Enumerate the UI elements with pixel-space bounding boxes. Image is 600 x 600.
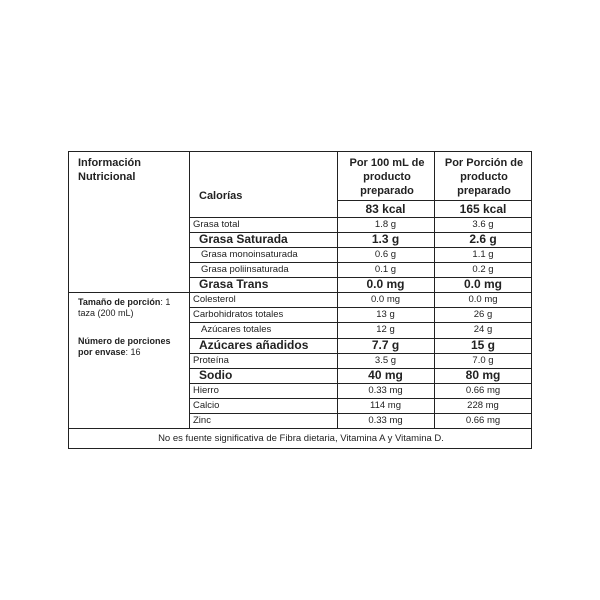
nutrient-value-per-serving: 26 g [473,309,493,321]
serving-size-label: Tamaño de porción [78,297,161,307]
nutrient-label: Colesterol [193,294,236,306]
title-cell [69,152,190,293]
nutrient-value-per-100ml: 0.1 g [374,264,397,276]
left-info-column [69,152,190,428]
row-divider [189,292,532,293]
nutrient-value-per-100ml: 1.8 g [374,219,397,230]
nutrient-value-per-100ml: 0.0 mg [366,277,405,292]
calories-per-serving: 165 kcal [459,202,507,216]
nutrient-value-per-serving: 0.2 g [472,264,494,276]
nutrient-value-per-serving: 0.0 mg [468,294,498,306]
nutrient-value-per-100ml: 12 g [376,324,395,336]
row-divider [189,247,532,248]
servings-per-container: Número de porciones por envase: 16 [78,336,171,357]
nutrient-label: Zinc [193,414,211,426]
row-divider [189,322,532,323]
nutrient-value-per-100ml: 0.33 mg [368,414,403,426]
nutrient-label: Grasa poliinsaturada [201,264,289,276]
nutrient-label: Azúcares totales [201,324,272,336]
nutrient-label: Hierro [193,384,219,396]
nutrient-label: Azúcares añadidos [199,337,309,352]
column-header-per-serving: Por Porción de producto preparado [444,157,524,197]
calories-bottom-rule [189,217,532,218]
footnote-rule [69,428,532,429]
row-divider [189,262,532,263]
row-divider [189,353,532,354]
nutrient-label: Grasa Trans [199,277,269,292]
nutrient-value-per-100ml: 114 mg [370,399,401,411]
nutrient-label: Calcio [193,399,220,411]
nutrient-label: Sodio [199,367,233,382]
footnote: No es fuente significativa de Fibra dietaria, Vitamina A y Vitamina D. [158,433,444,444]
row-divider [189,307,532,308]
row-divider [189,383,532,384]
servings-per-container-label: Número de porciones por envase [78,336,171,357]
nutrient-value-per-100ml: 40 mg [368,367,403,382]
calories-per-100ml: 83 kcal [365,202,406,216]
nutrient-value-per-serving: 15 g [470,337,495,352]
nutrient-value-per-serving: 0.66 mg [465,384,501,396]
nutrient-value-per-100ml: 0.33 mg [368,384,403,396]
nutrient-value-per-100ml: 0.0 mg [370,294,401,306]
nutrition-facts-label [68,151,532,449]
nutrient-value-per-serving: 24 g [473,324,493,336]
serving-size: Tamaño de porción: 1 taza (200 mL) [78,297,171,318]
nutrient-value-per-serving: 80 mg [465,367,501,382]
nutrient-value-per-serving: 0.66 mg [465,414,501,426]
nutrient-value-per-serving: 1.1 g [472,249,494,261]
nutrient-label: Grasa monoinsaturada [201,249,298,261]
nutrient-label: Grasa Saturada [199,232,288,247]
nutrient-label: Proteína [193,354,229,366]
row-divider [189,413,532,414]
nutrient-value-per-serving: 3.6 g [472,219,494,230]
nutrient-value-per-100ml: 3.5 g [374,354,397,366]
nutrient-label: Grasa total [193,219,240,230]
calories-top-rule [337,200,532,201]
nutrient-value-per-100ml: 1.3 g [371,232,400,247]
nutrient-label: Carbohidratos totales [193,309,284,321]
nutrient-value-per-serving: 228 mg [467,399,499,411]
label-title: Información Nutricional [78,157,141,183]
nutrient-value-per-serving: 2.6 g [469,232,497,247]
servings-per-container-value: 16 [130,347,141,357]
row-divider [189,398,532,399]
column-header-per-100ml: Por 100 mL de producto preparado [349,157,425,197]
nutrient-value-per-100ml: 7.7 g [371,337,400,352]
nutrient-value-per-serving: 0.0 mg [463,277,502,292]
calories-label: Calorías [199,190,243,202]
nutrient-value-per-100ml: 13 g [376,309,395,321]
serving-size-value: 1 taza (200 mL) [78,297,171,318]
nutrient-value-per-serving: 7.0 g [472,354,494,366]
nutrient-value-per-100ml: 0.6 g [374,249,397,261]
